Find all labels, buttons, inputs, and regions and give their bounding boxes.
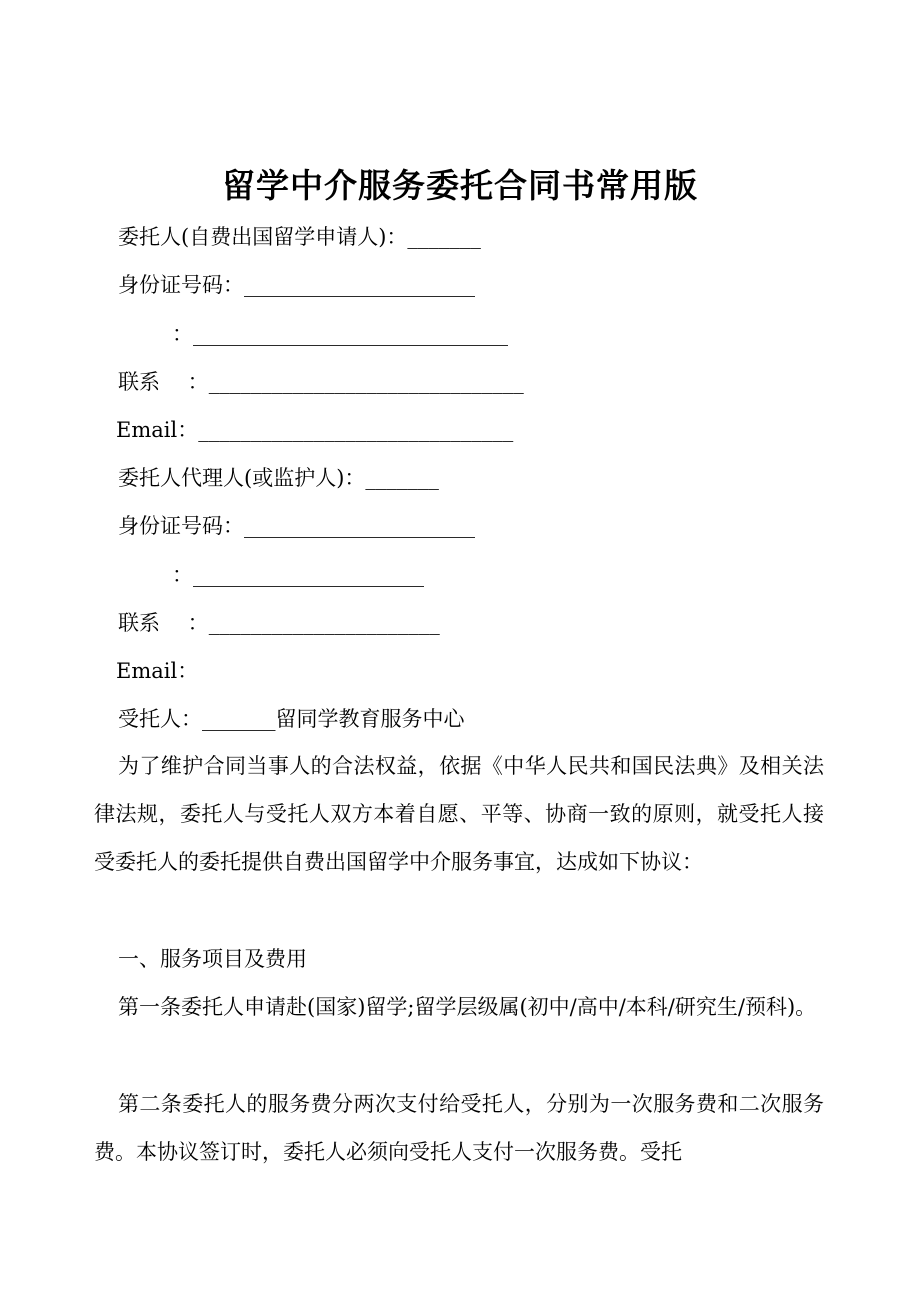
field-blank: ______________________ (244, 273, 475, 297)
field-blank: ______________________________ (193, 322, 508, 346)
paragraph-preamble: 为了维护合同当事人的合法权益，依据《中华人民共和国民法典》及相关法律法规，委托人与受托人双方本着自愿、平等、协商一致的原则，就受托人接受委托人的委托提供自费出国留学中介服务事宜，达成如下协议： (94, 754, 824, 875)
field-client-contact (118, 366, 524, 398)
field-blank: _______留同学教育服务中心 (202, 707, 465, 731)
field-client-id (118, 269, 475, 301)
field-label: 身份证号码： (118, 273, 244, 297)
field-agent (118, 462, 439, 494)
section-heading: 一、服务项目及费用 (118, 947, 307, 971)
field-client (118, 221, 481, 253)
field-label: 联系 ： (118, 611, 209, 635)
field-blank: ______________________ (193, 563, 424, 587)
field-label: 受托人： (118, 707, 202, 731)
field-label: 委托人代理人(或监护人)： (118, 466, 366, 490)
field-label: 身份证号码： (118, 514, 244, 538)
field-agent-blank-1 (172, 559, 424, 591)
field-agent-contact (118, 607, 440, 639)
document-title: 留学中介服务委托合同书常用版 (222, 166, 698, 205)
field-blank: ______________________________ (208, 370, 524, 394)
paragraph-article-2: 第二条委托人的服务费分两次支付给受托人，分别为一次服务费和二次服务费。本协议签订时，委托人必须向受托人支付一次服务费。受托 (94, 1092, 824, 1165)
field-trustee (118, 703, 465, 735)
field-blank: _______ (407, 225, 481, 249)
field-client-blank-1 (172, 318, 508, 350)
field-label: Email： (116, 418, 199, 442)
field-label: ： (172, 563, 193, 587)
field-blank: ______________________ (244, 514, 475, 538)
field-label: ： (172, 322, 193, 346)
field-blank: ______________________________ (198, 418, 514, 442)
field-agent-email (116, 655, 198, 687)
paragraph-article-1: 第一条委托人申请赴(国家)留学;留学层级属(初中/高中/本科/研究生/预科)。 (118, 995, 817, 1019)
field-agent-id (118, 510, 475, 542)
field-label: 委托人(自费出国留学申请人)： (118, 225, 408, 249)
field-label: Email： (116, 659, 199, 683)
field-label: 联系 ： (118, 370, 209, 394)
field-blank: _______ (365, 466, 439, 490)
field-blank: ______________________ (208, 611, 440, 635)
field-client-email (116, 414, 513, 446)
